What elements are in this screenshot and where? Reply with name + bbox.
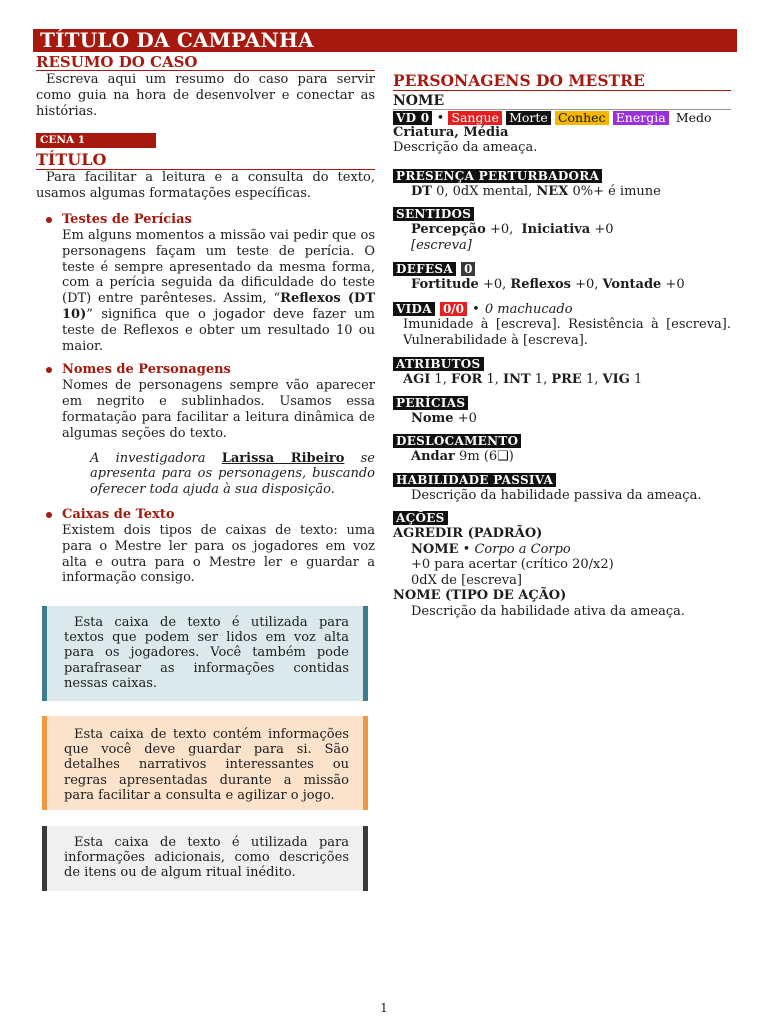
presenca-label: PRESENÇA PERTURBADORA xyxy=(393,169,602,183)
page-number: 1 xyxy=(380,1001,388,1015)
npc-name: NOME xyxy=(393,93,731,110)
ataque-acerto: +0 para acertar (crítico 20/x2) xyxy=(411,557,614,572)
resistencias-line: Fortitude +0, Reflexos +0, Vontade +0 xyxy=(411,277,685,292)
tag-conhec: Conhec xyxy=(555,111,609,125)
habilidade-passiva-text: Descrição da habilidade passiva da ameaça. xyxy=(411,487,702,503)
tag-energia: Energia xyxy=(613,111,669,125)
sentidos-line: Percepção +0, Iniciativa +0 xyxy=(411,222,614,237)
vida-line: VIDA 0/0 • 0 machucado xyxy=(393,298,731,318)
tag-morte: Morte xyxy=(506,111,551,125)
tag-medo: Medo xyxy=(673,111,715,125)
summary-heading: RESUMO DO CASO xyxy=(36,54,375,71)
tag-sangue: Sangue xyxy=(448,111,502,125)
sentidos-extra: [escreva] xyxy=(411,237,472,253)
presenca-line: DT 0, 0dX mental, NEX 0%+ é imune xyxy=(411,183,661,199)
character-name: Larissa Ribeiro xyxy=(221,450,345,466)
right-column xyxy=(393,72,731,619)
habilidade-passiva-label: HABILIDADE PASSIVA xyxy=(393,473,556,487)
bullet-title-caixas: Caixas de Texto xyxy=(36,507,375,523)
vida-label: VIDA xyxy=(393,302,435,316)
atributos-line: AGI 1, FOR 1, INT 1, PRE 1, VIG 1 xyxy=(403,372,643,387)
example-quote: A investigadora Larissa Ribeiro se apresenta para os personagens, buscando oferecer toda ajuda à sua disposição. xyxy=(90,450,376,498)
bullet-body-nomes: Nomes de personagens sempre vão aparecer em negrito e sublinhados. Usamos essa formatação para facilitar a leitura dinâmica de algumas seções do texto. xyxy=(62,378,375,441)
acao-nome: NOME (TIPO DE AÇÃO) xyxy=(393,588,567,603)
bullet-title-nomes: Nomes de Personagens xyxy=(36,362,375,378)
bullet-body-caixas: Existem dois tipos de caixas de texto: uma para o Mestre ler para os jogadores em voz alta e outra para o Mestre ler e guardar a informação consigo. xyxy=(62,522,375,586)
bullet-title-testes: Testes de Perícias xyxy=(36,212,375,228)
scene-tag: CENA 1 xyxy=(36,133,156,148)
master-info-box: Esta caixa de texto contém informações que você deve guardar para si. São detalhes narrativos interessantes ou regras apresentadas durante a missão para facilitar a consulta e agilizar o jogo. xyxy=(42,716,368,810)
agredir-label: AGREDIR (PADRÃO) xyxy=(393,526,543,541)
scene-title: TÍTULO xyxy=(36,151,375,170)
ataque-line: NOME • Corpo a Corpo xyxy=(411,541,571,557)
pericias-label: PERÍCIAS xyxy=(393,396,468,410)
defesa-label: DEFESA xyxy=(393,262,456,276)
acoes-label: AÇÕES xyxy=(393,511,448,525)
read-aloud-box: Esta caixa de texto é utilizada para textos que podem ser lidos em voz alta para os jogadores. Você também pode parafrasear as informações contidas nessas caixas. xyxy=(42,606,368,701)
vida-value: 0/0 xyxy=(440,302,467,316)
npc-tags-line: VD 0 • Sangue Morte Conhec Energia Medo xyxy=(393,111,731,127)
scene-intro: Para facilitar a leitura e a consulta do texto, usamos algumas formatações específicas. xyxy=(36,170,375,202)
extra-info-box: Esta caixa de texto é utilizada para informações adicionais, como descrições de itens ou de algum ritual inédito. xyxy=(42,826,368,891)
left-column xyxy=(36,54,375,586)
npc-type: Criatura, Média xyxy=(393,124,509,140)
vd-badge: VD 0 xyxy=(393,111,432,125)
deslocamento-line: Andar 9m (6❑) xyxy=(411,449,514,464)
sentidos-label: SENTIDOS xyxy=(393,207,474,221)
atributos-label: ATRIBUTOS xyxy=(393,357,484,371)
npc-description: Descrição da ameaça. xyxy=(393,140,538,155)
defesa-value: 0 xyxy=(461,262,475,276)
campaign-title: TÍTULO DA CAMPANHA xyxy=(33,29,737,52)
bullet-body-testes: Em alguns momentos a missão vai pedir que os personagens façam um teste de perícia. O teste é sempre apresentado da mesma forma, com a perícia seguida da dificuldade do teste (DT) entre parênteses. Assim, “Reflexos (DT 10)” significa que o jogador deve fazer um teste de Reflexos e obter um resultado 10 ou maior. xyxy=(62,227,375,354)
imunidades-text: Imunidade à [escreva]. Resistência à [escreva]. Vulnerabilidade à [escreva]. xyxy=(403,317,731,348)
summary-text: Escreva aqui um resumo do caso para servir como guia na hora de desenvolver e conectar as histórias. xyxy=(36,72,375,119)
pericias-line: Nome +0 xyxy=(411,410,477,426)
ataque-dano: 0dX de [escreva] xyxy=(411,572,522,588)
npc-heading: PERSONAGENS DO MESTRE xyxy=(393,72,731,91)
deslocamento-label: DESLOCAMENTO xyxy=(393,434,521,448)
acao-descricao: Descrição da habilidade ativa da ameaça. xyxy=(411,603,686,619)
